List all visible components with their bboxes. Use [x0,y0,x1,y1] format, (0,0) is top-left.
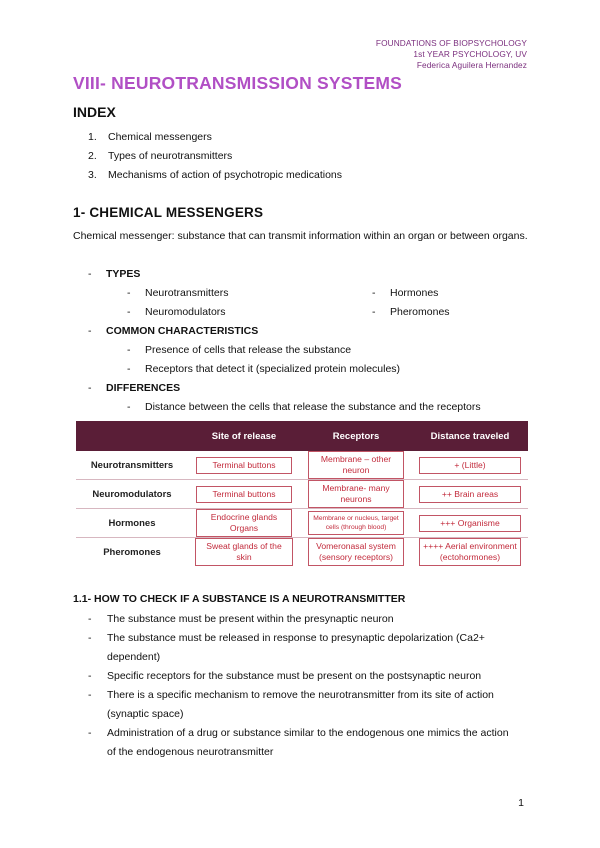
table-cell [188,538,300,567]
cell-distance: ++ Brain areas [419,486,521,503]
list-item: - Presence of cells that release the substance [127,344,352,356]
table-cell [188,451,300,480]
table-header-cell: Distance traveled [412,421,528,451]
table-cell [300,451,412,480]
list-item: - Hormones [372,287,439,299]
table-header-cell [76,421,188,451]
cell-distance: + (Little) [419,457,521,474]
section-heading: 1- CHEMICAL MESSENGERS [73,205,264,220]
definition-paragraph: Chemical messenger: substance that can transmit information within an organ or between organs. [73,230,528,242]
list-item: - Receptors that detect it (specialized protein molecules) [127,363,401,375]
types-bullet: - TYPES [88,268,141,280]
list-item: - Pheromones [372,306,450,318]
header-year: 1st YEAR PSYCHOLOGY, UV [413,49,527,59]
cell-receptors: Vomeronasal system (sensory receptors) [308,538,404,566]
cell-site: Terminal buttons [196,457,292,474]
common-bullet: - COMMON CHARACTERISTICS [88,325,259,337]
row-label: Hormones [76,509,188,538]
table-row [76,480,528,509]
table-cell [412,538,528,567]
header-author: Federica Aguilera Hernandez [416,60,527,70]
table-row [76,451,528,480]
subsection-heading: 1.1- HOW TO CHECK IF A SUBSTANCE IS A NEUROTRANSMITTER [73,593,406,605]
cell-distance: +++ Organisme [419,515,521,532]
row-label: Neuromodulators [76,480,188,509]
table-header-row [76,421,528,451]
list-item: - There is a specific mechanism to remove the neurotransmitter from its site of action (synaptic space) [88,689,494,720]
table-header-cell: Receptors [300,421,412,451]
list-item: - Specific receptors for the substance must be present on the postsynaptic neuron [88,670,482,682]
index-heading: INDEX [73,104,116,120]
criteria-list [88,610,518,762]
cell-receptors: Membrane- many neurons [308,480,404,508]
list-item: - Neuromodulators [127,306,226,318]
list-item: - The substance must be present within the presynaptic neuron [88,613,394,625]
cell-site: Terminal buttons [196,486,292,503]
list-item: - The substance must be released in response to presynaptic depolarization (Ca2+ dependent) [88,632,485,663]
table-row [76,509,528,538]
page-title: VIII- NEUROTRANSMISSION SYSTEMS [73,73,403,93]
table-cell [188,509,300,538]
cell-receptors: Membrane or nucleus, target cells (through blood) [308,511,404,535]
index-item: 3. Mechanisms of action of psychotropic medications [88,169,343,181]
cell-distance: ++++ Aerial environment (ectohormones) [419,538,521,566]
cell-site: Endocrine glands Organs [196,509,292,537]
table-cell [300,538,412,567]
table-cell [412,509,528,538]
table-cell [412,451,528,480]
index-item: 2. Types of neurotransmitters [88,150,233,162]
table-cell [188,480,300,509]
table-header-cell: Site of release [188,421,300,451]
index-item: 1. Chemical messengers [88,131,212,143]
differences-bullet: - DIFFERENCES [88,382,181,394]
list-item: - Neurotransmitters [127,287,229,299]
list-item: - Distance between the cells that release the substance and the receptors [127,401,481,413]
table-cell [300,480,412,509]
row-label: Pheromones [103,546,161,558]
messengers-table [76,421,528,566]
table-row [76,538,528,567]
index-list [88,128,342,185]
cell-receptors: Membrane – other neuron [308,451,404,479]
cell-site: Sweat glands of the skin [195,538,293,566]
page-header [376,38,527,71]
header-course: FOUNDATIONS OF BIOPSYCHOLOGY [375,38,527,48]
table-cell [300,509,412,538]
row-label: Neurotransmitters [76,451,188,480]
list-item: - Administration of a drug or substance similar to the endogenous one mimics the action of the endogenous neurotransmitter [88,727,509,758]
page-number: 1 [518,797,524,809]
table-cell [412,480,528,509]
